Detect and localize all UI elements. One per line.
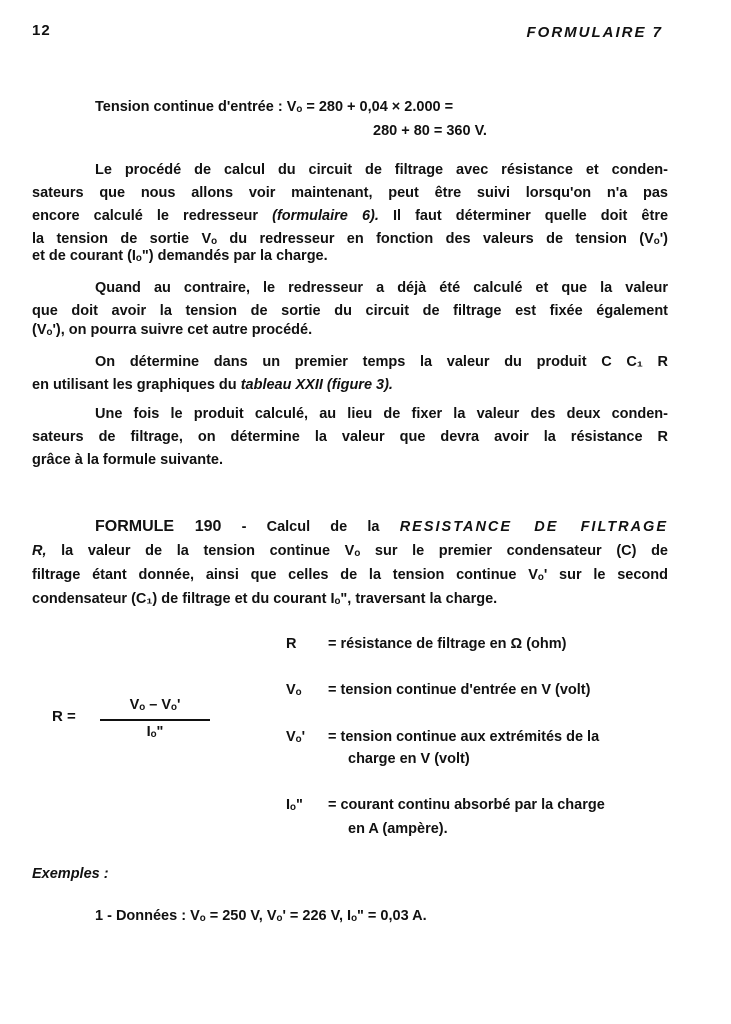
running-header-title: FORMULAIRE 7 [526,24,663,41]
fraction-denominator: Iₒ" [146,724,164,740]
legend-def-vo-prime-cont: charge en V (volt) [348,751,470,767]
para4-line2: sateurs de filtrage, on détermine la valeur que devra avoir la résistance R [32,429,668,445]
intro-equation-line1: Tension continue d'entrée : Vₒ = 280 + 0,04 × 2.000 = [95,99,454,115]
formule-line3: condensateur (C₁) de filtrage et du courant Iₒ", traversant la charge. [32,591,498,607]
para3-line2-ref: tableau XXII (figure 3). [240,377,393,393]
para4-line3: grâce à la formule suivante. [32,452,223,468]
legend-symbol-io: Iₒ" [286,797,303,813]
legend-def-r: = résistance de filtrage en Ω (ohm) [328,636,567,652]
para3-line1: On détermine dans un premier temps la valeur du produit C C₁ R [95,354,668,370]
legend-symbol-vo: Vₒ [286,682,302,698]
formule-title: RESISTANCE DE FILTRAGE [399,519,668,535]
para2-line2: que doit avoir la tension de sortie du circuit de filtrage est fixée également [32,303,668,319]
para2-line3: (Vₒ'), on pourra suivre cet autre procédé. [32,322,313,338]
para1-line2: sateurs que nous allons voir maintenant, peut être suivi lorsqu'on n'a pas [32,185,668,201]
example-1: 1 - Données : Vₒ = 250 V, Vₒ' = 226 V, Iₒ" = 0,03 A. [95,908,427,924]
fraction-numerator: Vₒ – Vₒ' [129,697,181,713]
legend-symbol-r: R [286,636,297,652]
legend-def-vo: = tension continue d'entrée en V (volt) [328,682,591,698]
page-number: 12 [32,22,51,39]
para1-line3-ref: (formulaire 6). [272,208,379,224]
legend-def-io-cont: en A (ampère). [348,821,448,837]
fraction-lhs: R = [52,708,76,725]
fraction-bar [100,719,210,721]
legend-def-vo-prime: = tension continue aux extrémités de la [328,729,600,745]
para1-line4: la tension de sortie Vₒ du redresseur en fonction des valeurs de tension (Vₒ') [32,231,668,247]
formule-lead: - Calcul de la [241,519,380,535]
para1-line3-text: encore calculé le redresseur [32,208,259,224]
formule-line2: filtrage étant donnée, ainsi que celles de la tension continue Vₒ' sur le second [32,567,668,583]
para4-line1: Une fois le produit calculé, au lieu de fixer la valeur des deux conden- [95,406,668,422]
para2-line1: Quand au contraire, le redresseur a déjà été calculé et que la valeur [95,280,668,296]
formule-label: FORMULE 190 [95,518,222,535]
para1-line5: et de courant (Iₒ") demandés par la charge. [32,248,328,264]
para3-line2 [32,375,668,395]
para1-line1: Le procédé de calcul du circuit de filtrage avec résistance et conden- [95,162,668,178]
formule-line1-rest: la valeur de la tension continue Vₒ sur le premier condensateur (C) de [61,543,668,559]
examples-heading: Exemples : [32,866,109,882]
legend-symbol-vo-prime: Vₒ' [286,729,306,745]
legend-def-io: = courant continu absorbé par la charge [328,797,605,813]
formule-line1 [32,541,668,561]
intro-equation-line2: 280 + 80 = 360 V. [373,123,487,139]
para1-line3 [32,206,668,226]
para3-line2-text: en utilisant les graphiques du [32,377,237,393]
para1-line3-tail: Il faut déterminer quelle doit être [392,208,669,224]
formule-r-italic: R, [32,543,47,559]
formule-heading-line [95,517,668,537]
